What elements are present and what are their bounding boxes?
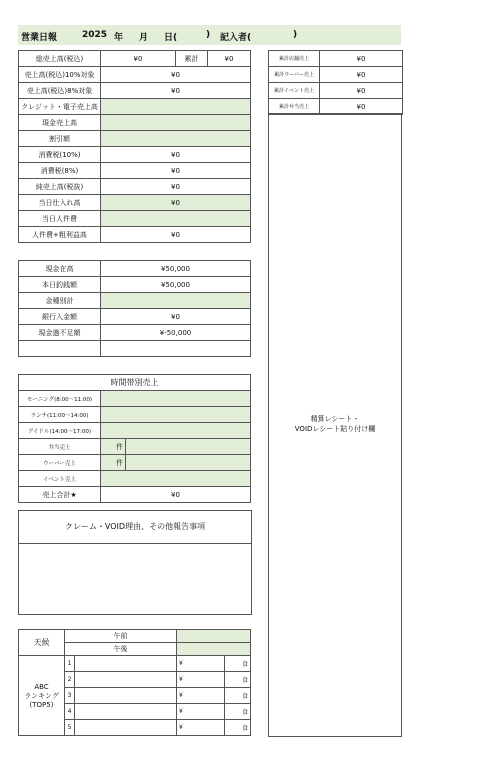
cash-value[interactable]: [101, 293, 251, 309]
report-header: [18, 25, 401, 45]
abc-item[interactable]: [75, 688, 177, 704]
sales-row: [19, 131, 251, 147]
cumulative-value: ¥0: [320, 83, 403, 99]
cash-value: ¥0: [101, 309, 251, 325]
sales-row-value: ¥0: [101, 83, 251, 99]
sales-row: [19, 163, 251, 179]
recorder-label: 記入者(: [220, 33, 252, 43]
abc-yen[interactable]: ¥: [177, 656, 225, 672]
time-sales-row: [19, 471, 251, 487]
time-sales-value[interactable]: [101, 423, 251, 439]
cumulative-row: [269, 67, 403, 83]
weather-am-label: 午前: [65, 630, 177, 643]
time-sales-row: [19, 455, 251, 471]
sales-row: [19, 195, 251, 211]
sales-row-value: ¥0: [101, 179, 251, 195]
weather-abc-table: [18, 629, 251, 736]
receipt-paste-area: [268, 113, 402, 737]
time-sales-value[interactable]: [101, 407, 251, 423]
sales-row-label: 当日仕入れ高: [19, 195, 101, 211]
weather-am-input[interactable]: [177, 630, 251, 643]
abc-yen[interactable]: ¥: [177, 672, 225, 688]
abc-item[interactable]: [75, 656, 177, 672]
time-sales-row: [19, 391, 251, 407]
sales-row-label: 消費税(10%): [19, 147, 101, 163]
sales-row: [19, 227, 251, 243]
time-sales-count[interactable]: 件: [101, 455, 126, 471]
day-label: 日(: [164, 33, 178, 43]
cash-label: 現金在高: [19, 261, 101, 277]
sales-row-label: 売上高(税込)8%対象: [19, 83, 101, 99]
cum-label: 累計: [176, 51, 208, 67]
cumulative-label: 累計ウーバー売上: [269, 67, 320, 83]
sales-row-value: ¥0: [101, 163, 251, 179]
cash-label: [19, 341, 101, 357]
weather-pm-input[interactable]: [177, 643, 251, 656]
sales-row-label: クレジット・電子売上高: [19, 99, 101, 115]
cumulative-label: 累計弁当売上: [269, 99, 320, 115]
time-sales-row: [19, 439, 251, 455]
abc-unit[interactable]: 食: [225, 688, 251, 704]
cumulative-value: ¥0: [320, 67, 403, 83]
receipt-note: 精算レシート・ VOIDレシート貼り付け欄: [294, 415, 376, 433]
time-sales-label: モーニング(8:00〜11:00): [19, 391, 101, 407]
abc-unit[interactable]: 食: [225, 704, 251, 720]
abc-label: ABC ランキング (TOP5): [19, 656, 65, 736]
cash-value: [101, 341, 251, 357]
cash-row: [19, 261, 251, 277]
cash-table: [18, 260, 251, 357]
cash-label: 金種別計: [19, 293, 101, 309]
sales-row: [19, 179, 251, 195]
cash-value: ¥50,000: [101, 277, 251, 293]
time-sales-label: 弁当売上: [19, 439, 101, 455]
abc-rank: 5: [65, 720, 75, 736]
sales-row: [19, 211, 251, 227]
sales-row: [19, 115, 251, 131]
cumulative-table: [268, 50, 403, 115]
time-sales-label: ランチ(11:00〜14:00): [19, 407, 101, 423]
time-sales-value[interactable]: [126, 455, 251, 471]
time-sales-total-row: [19, 487, 251, 503]
cash-label: 現金過不足額: [19, 325, 101, 341]
cash-value: ¥-50,000: [101, 325, 251, 341]
abc-item[interactable]: [75, 704, 177, 720]
cum-value: ¥0: [208, 51, 251, 67]
time-sales-table: [18, 374, 251, 503]
weather-pm-label: 午後: [65, 643, 177, 656]
sales-row: [19, 83, 251, 99]
weather-label: 天候: [19, 630, 65, 656]
cash-label: 本日釣銭額: [19, 277, 101, 293]
sales-row-value: ¥0: [101, 147, 251, 163]
time-sales-total-label: 売上合計★: [19, 487, 101, 503]
abc-yen[interactable]: ¥: [177, 688, 225, 704]
cash-row: [19, 325, 251, 341]
time-sales-total-value: ¥0: [101, 487, 251, 503]
cash-row: [19, 293, 251, 309]
abc-unit[interactable]: 食: [225, 720, 251, 736]
total-sales-value: ¥0: [101, 51, 176, 67]
time-sales-label: アイドル(14:00〜17:00): [19, 423, 101, 439]
cash-row: [19, 277, 251, 293]
month-label: 月: [139, 33, 149, 43]
year-value[interactable]: 2025: [82, 30, 108, 40]
time-sales-count[interactable]: 件: [101, 439, 126, 455]
claims-input[interactable]: [19, 544, 251, 614]
year-label: 年: [114, 33, 124, 43]
sales-row-value[interactable]: ¥0: [101, 195, 251, 211]
cumulative-row: [269, 83, 403, 99]
sales-row-value: ¥0: [101, 67, 251, 83]
abc-rank: 3: [65, 688, 75, 704]
sales-row-label: 売上高(税込)10%対象: [19, 67, 101, 83]
sales-row: [19, 147, 251, 163]
sales-row: [19, 99, 251, 115]
sales-row-value: ¥0: [101, 227, 251, 243]
day-paren-close: ): [206, 30, 211, 40]
sales-row-label: 消費税(8%): [19, 163, 101, 179]
cumulative-row: [269, 51, 403, 67]
sales-row-label: 現金売上高: [19, 115, 101, 131]
abc-unit[interactable]: 食: [225, 672, 251, 688]
sales-row-label: 割引額: [19, 131, 101, 147]
abc-yen[interactable]: ¥: [177, 720, 225, 736]
sales-table: [18, 50, 251, 243]
cash-row: [19, 309, 251, 325]
time-sales-value[interactable]: [101, 471, 251, 487]
time-sales-value[interactable]: [126, 439, 251, 455]
sales-row-value[interactable]: [101, 99, 251, 115]
sales-row: [19, 67, 251, 83]
abc-item[interactable]: [75, 720, 177, 736]
sales-row-value[interactable]: [101, 115, 251, 131]
cash-row: [19, 341, 251, 357]
cumulative-label: 累計店舗売上: [269, 51, 320, 67]
sales-row-label: 当日人件費: [19, 211, 101, 227]
time-sales-value[interactable]: [101, 391, 251, 407]
abc-rank: 4: [65, 704, 75, 720]
recorder-paren-close: ): [293, 30, 298, 40]
time-sales-label: イベント売上: [19, 471, 101, 487]
total-sales-label: 総売上高(税込): [19, 51, 101, 67]
cumulative-label: 累計イベント売上: [269, 83, 320, 99]
abc-row: [19, 656, 251, 672]
abc-rank: 1: [65, 656, 75, 672]
cash-value: ¥50,000: [101, 261, 251, 277]
cumulative-value: ¥0: [320, 51, 403, 67]
sales-row-label: 純売上高(税抜): [19, 179, 101, 195]
sales-row-label: 人件費+粗利益高: [19, 227, 101, 243]
sales-row-value[interactable]: [101, 131, 251, 147]
cash-label: 銀行入金額: [19, 309, 101, 325]
claims-title: クレーム・VOID理由、その他報告事項: [19, 511, 251, 544]
abc-item[interactable]: [75, 672, 177, 688]
claims-box: [18, 510, 252, 615]
abc-unit[interactable]: 食: [225, 656, 251, 672]
time-sales-row: [19, 407, 251, 423]
abc-rank: 2: [65, 672, 75, 688]
time-sales-title: 時間帯別売上: [19, 375, 251, 391]
abc-yen[interactable]: ¥: [177, 704, 225, 720]
cumulative-value: ¥0: [320, 99, 403, 115]
time-sales-label: ウーバー売上: [19, 455, 101, 471]
time-sales-row: [19, 423, 251, 439]
sales-row-value[interactable]: [101, 211, 251, 227]
report-title: 営業日報: [21, 33, 58, 43]
